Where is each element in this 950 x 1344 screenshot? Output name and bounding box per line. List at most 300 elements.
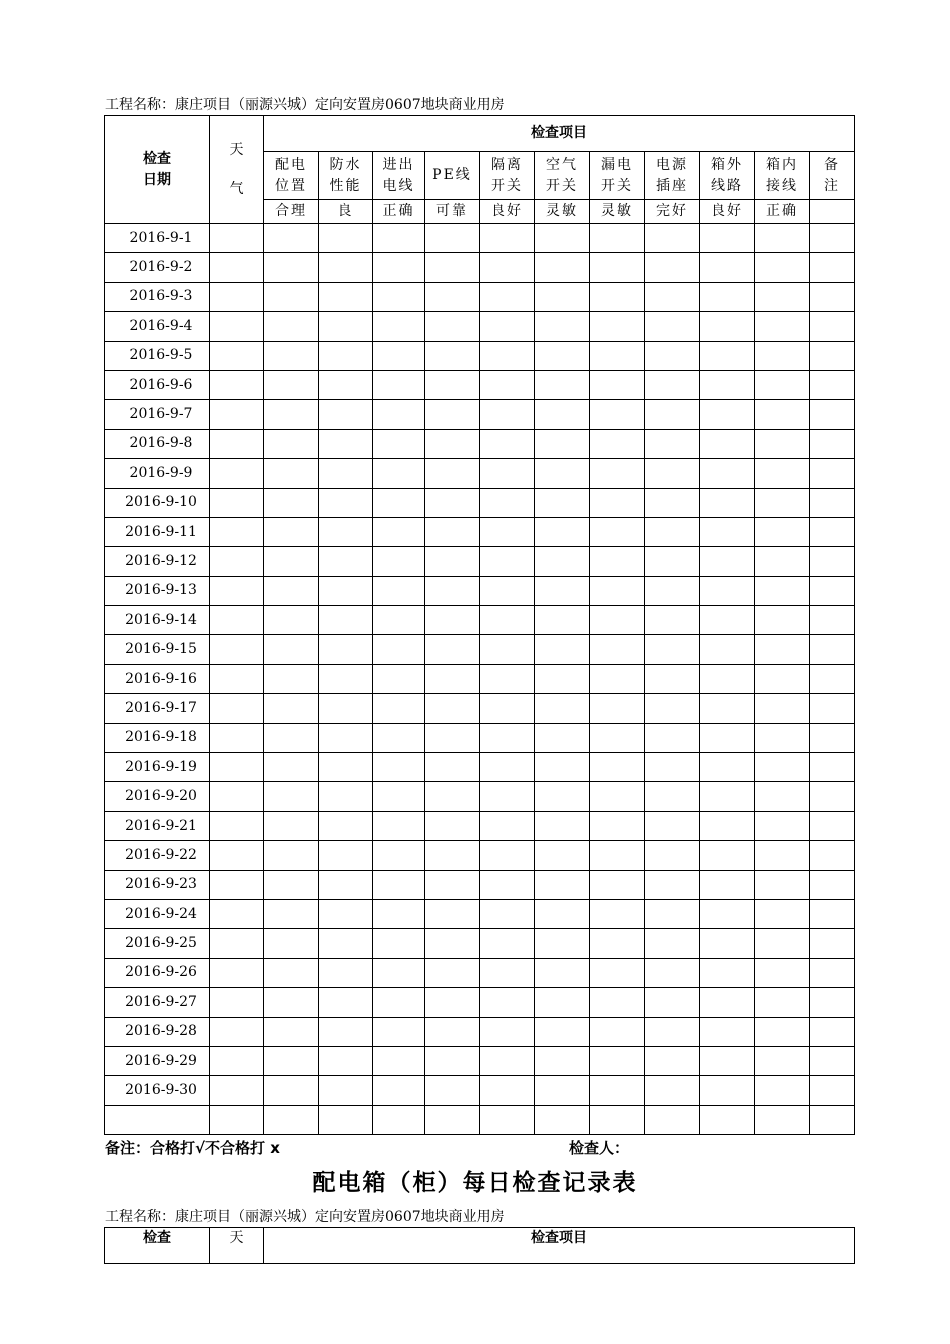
check-cell[interactable] (425, 606, 480, 635)
check-cell[interactable] (810, 282, 855, 311)
check-cell[interactable] (645, 782, 700, 811)
check-cell[interactable] (810, 459, 855, 488)
check-cell[interactable] (810, 811, 855, 840)
check-cell[interactable] (319, 253, 373, 282)
check-cell[interactable] (264, 694, 319, 723)
check-cell[interactable] (210, 1017, 264, 1046)
check-cell[interactable] (590, 841, 645, 870)
check-cell[interactable] (590, 429, 645, 458)
check-cell[interactable] (373, 723, 425, 752)
check-cell[interactable] (700, 664, 755, 693)
check-cell[interactable] (480, 1105, 535, 1134)
check-cell[interactable] (700, 958, 755, 987)
check-cell[interactable] (755, 723, 810, 752)
check-cell[interactable] (319, 370, 373, 399)
check-cell[interactable] (210, 429, 264, 458)
check-cell[interactable] (755, 870, 810, 899)
check-cell[interactable] (590, 870, 645, 899)
check-cell[interactable] (264, 606, 319, 635)
check-cell[interactable] (535, 841, 590, 870)
check-cell[interactable] (480, 1046, 535, 1075)
check-cell[interactable] (590, 370, 645, 399)
check-cell[interactable] (480, 576, 535, 605)
check-cell[interactable] (319, 517, 373, 546)
check-cell[interactable] (700, 429, 755, 458)
check-cell[interactable] (264, 723, 319, 752)
check-cell[interactable] (755, 929, 810, 958)
check-cell[interactable] (700, 841, 755, 870)
check-cell[interactable] (645, 370, 700, 399)
check-cell[interactable] (810, 694, 855, 723)
check-cell[interactable] (319, 1046, 373, 1075)
check-cell[interactable] (700, 1017, 755, 1046)
check-cell[interactable] (755, 488, 810, 517)
check-cell[interactable] (373, 1105, 425, 1134)
check-cell[interactable] (373, 282, 425, 311)
check-cell[interactable] (425, 547, 480, 576)
check-cell[interactable] (700, 811, 755, 840)
check-cell[interactable] (264, 841, 319, 870)
check-cell[interactable] (319, 635, 373, 664)
check-cell[interactable] (480, 459, 535, 488)
check-cell[interactable] (535, 1076, 590, 1105)
check-cell[interactable] (755, 282, 810, 311)
check-cell[interactable] (810, 664, 855, 693)
check-cell[interactable] (264, 1017, 319, 1046)
check-cell[interactable] (755, 459, 810, 488)
check-cell[interactable] (590, 312, 645, 341)
check-cell[interactable] (535, 870, 590, 899)
check-cell[interactable] (264, 547, 319, 576)
check-cell[interactable] (319, 282, 373, 311)
check-cell[interactable] (373, 517, 425, 546)
check-cell[interactable] (590, 899, 645, 928)
check-cell[interactable] (373, 988, 425, 1017)
check-cell[interactable] (810, 488, 855, 517)
check-cell[interactable] (480, 870, 535, 899)
check-cell[interactable] (810, 1076, 855, 1105)
check-cell[interactable] (264, 899, 319, 928)
check-cell[interactable] (210, 1076, 264, 1105)
check-cell[interactable] (480, 488, 535, 517)
check-cell[interactable] (535, 753, 590, 782)
check-cell[interactable] (645, 459, 700, 488)
check-cell[interactable] (264, 459, 319, 488)
check-cell[interactable] (425, 635, 480, 664)
check-cell[interactable] (425, 429, 480, 458)
check-cell[interactable] (264, 224, 319, 253)
check-cell[interactable] (425, 870, 480, 899)
check-cell[interactable] (319, 1076, 373, 1105)
check-cell[interactable] (645, 988, 700, 1017)
check-cell[interactable] (535, 400, 590, 429)
check-cell[interactable] (480, 753, 535, 782)
check-cell[interactable] (480, 723, 535, 752)
check-cell[interactable] (425, 988, 480, 1017)
check-cell[interactable] (264, 312, 319, 341)
check-cell[interactable] (645, 1105, 700, 1134)
check-cell[interactable] (700, 929, 755, 958)
check-cell[interactable] (590, 224, 645, 253)
check-cell[interactable] (700, 400, 755, 429)
check-cell[interactable] (210, 988, 264, 1017)
check-cell[interactable] (373, 664, 425, 693)
check-cell[interactable] (210, 723, 264, 752)
check-cell[interactable] (755, 899, 810, 928)
check-cell[interactable] (755, 1105, 810, 1134)
check-cell[interactable] (590, 1105, 645, 1134)
check-cell[interactable] (264, 282, 319, 311)
check-cell[interactable] (264, 782, 319, 811)
check-cell[interactable] (590, 547, 645, 576)
check-cell[interactable] (373, 606, 425, 635)
check-cell[interactable] (373, 224, 425, 253)
check-cell[interactable] (210, 694, 264, 723)
check-cell[interactable] (264, 370, 319, 399)
check-cell[interactable] (264, 517, 319, 546)
check-cell[interactable] (373, 782, 425, 811)
check-cell[interactable] (210, 459, 264, 488)
check-cell[interactable] (425, 782, 480, 811)
check-cell[interactable] (319, 576, 373, 605)
check-cell[interactable] (319, 488, 373, 517)
check-cell[interactable] (373, 576, 425, 605)
check-cell[interactable] (425, 282, 480, 311)
check-cell[interactable] (210, 253, 264, 282)
check-cell[interactable] (755, 224, 810, 253)
check-cell[interactable] (210, 282, 264, 311)
check-cell[interactable] (645, 870, 700, 899)
check-cell[interactable] (210, 841, 264, 870)
check-cell[interactable] (425, 723, 480, 752)
check-cell[interactable] (264, 253, 319, 282)
check-cell[interactable] (373, 488, 425, 517)
check-cell[interactable] (700, 576, 755, 605)
check-cell[interactable] (810, 870, 855, 899)
check-cell[interactable] (535, 929, 590, 958)
check-cell[interactable] (210, 664, 264, 693)
check-cell[interactable] (535, 459, 590, 488)
check-cell[interactable] (755, 782, 810, 811)
check-cell[interactable] (425, 576, 480, 605)
check-cell[interactable] (425, 341, 480, 370)
check-cell[interactable] (319, 811, 373, 840)
check-cell[interactable] (535, 1105, 590, 1134)
check-cell[interactable] (210, 341, 264, 370)
check-cell[interactable] (373, 753, 425, 782)
check-cell[interactable] (535, 488, 590, 517)
check-cell[interactable] (319, 929, 373, 958)
check-cell[interactable] (425, 312, 480, 341)
check-cell[interactable] (535, 1046, 590, 1075)
check-cell[interactable] (264, 664, 319, 693)
check-cell[interactable] (210, 753, 264, 782)
check-cell[interactable] (810, 929, 855, 958)
check-cell[interactable] (480, 694, 535, 723)
check-cell[interactable] (590, 664, 645, 693)
check-cell[interactable] (590, 459, 645, 488)
check-cell[interactable] (645, 929, 700, 958)
check-cell[interactable] (373, 459, 425, 488)
check-cell[interactable] (590, 811, 645, 840)
check-cell[interactable] (373, 958, 425, 987)
check-cell[interactable] (480, 988, 535, 1017)
check-cell[interactable] (535, 664, 590, 693)
check-cell[interactable] (210, 899, 264, 928)
check-cell[interactable] (645, 811, 700, 840)
check-cell[interactable] (645, 400, 700, 429)
check-cell[interactable] (700, 723, 755, 752)
check-cell[interactable] (373, 694, 425, 723)
check-cell[interactable] (425, 459, 480, 488)
check-cell[interactable] (319, 782, 373, 811)
check-cell[interactable] (480, 606, 535, 635)
check-cell[interactable] (645, 899, 700, 928)
check-cell[interactable] (373, 841, 425, 870)
check-cell[interactable] (210, 929, 264, 958)
check-cell[interactable] (700, 282, 755, 311)
check-cell[interactable] (755, 606, 810, 635)
check-cell[interactable] (700, 341, 755, 370)
check-cell[interactable] (755, 664, 810, 693)
check-cell[interactable] (810, 1105, 855, 1134)
check-cell[interactable] (535, 282, 590, 311)
check-cell[interactable] (425, 517, 480, 546)
check-cell[interactable] (700, 253, 755, 282)
check-cell[interactable] (373, 929, 425, 958)
check-cell[interactable] (264, 811, 319, 840)
check-cell[interactable] (210, 312, 264, 341)
check-cell[interactable] (645, 429, 700, 458)
check-cell[interactable] (700, 753, 755, 782)
check-cell[interactable] (645, 958, 700, 987)
check-cell[interactable] (645, 282, 700, 311)
check-cell[interactable] (700, 459, 755, 488)
check-cell[interactable] (535, 958, 590, 987)
check-cell[interactable] (810, 782, 855, 811)
check-cell[interactable] (319, 1105, 373, 1134)
check-cell[interactable] (810, 841, 855, 870)
check-cell[interactable] (645, 1046, 700, 1075)
check-cell[interactable] (590, 576, 645, 605)
check-cell[interactable] (319, 312, 373, 341)
check-cell[interactable] (590, 517, 645, 546)
check-cell[interactable] (210, 488, 264, 517)
check-cell[interactable] (535, 312, 590, 341)
check-cell[interactable] (755, 1017, 810, 1046)
check-cell[interactable] (264, 1105, 319, 1134)
check-cell[interactable] (590, 400, 645, 429)
check-cell[interactable] (590, 988, 645, 1017)
check-cell[interactable] (373, 811, 425, 840)
check-cell[interactable] (373, 370, 425, 399)
check-cell[interactable] (645, 224, 700, 253)
check-cell[interactable] (480, 782, 535, 811)
check-cell[interactable] (535, 899, 590, 928)
check-cell[interactable] (755, 341, 810, 370)
check-cell[interactable] (535, 811, 590, 840)
check-cell[interactable] (645, 1076, 700, 1105)
check-cell[interactable] (373, 429, 425, 458)
check-cell[interactable] (373, 635, 425, 664)
check-cell[interactable] (535, 517, 590, 546)
check-cell[interactable] (210, 811, 264, 840)
check-cell[interactable] (535, 694, 590, 723)
check-cell[interactable] (480, 429, 535, 458)
check-cell[interactable] (319, 547, 373, 576)
check-cell[interactable] (535, 606, 590, 635)
check-cell[interactable] (480, 341, 535, 370)
check-cell[interactable] (264, 1046, 319, 1075)
check-cell[interactable] (373, 899, 425, 928)
check-cell[interactable] (590, 1046, 645, 1075)
check-cell[interactable] (645, 723, 700, 752)
check-cell[interactable] (700, 694, 755, 723)
check-cell[interactable] (810, 753, 855, 782)
check-cell[interactable] (700, 1076, 755, 1105)
check-cell[interactable] (210, 576, 264, 605)
check-cell[interactable] (700, 1105, 755, 1134)
check-cell[interactable] (210, 870, 264, 899)
check-cell[interactable] (425, 694, 480, 723)
check-cell[interactable] (264, 488, 319, 517)
check-cell[interactable] (810, 1046, 855, 1075)
check-cell[interactable] (480, 929, 535, 958)
check-cell[interactable] (590, 929, 645, 958)
check-cell[interactable] (425, 1046, 480, 1075)
check-cell[interactable] (590, 694, 645, 723)
check-cell[interactable] (319, 988, 373, 1017)
check-cell[interactable] (373, 547, 425, 576)
check-cell[interactable] (700, 517, 755, 546)
check-cell[interactable] (425, 664, 480, 693)
check-cell[interactable] (810, 635, 855, 664)
check-cell[interactable] (590, 253, 645, 282)
check-cell[interactable] (264, 929, 319, 958)
check-cell[interactable] (480, 1017, 535, 1046)
check-cell[interactable] (319, 723, 373, 752)
check-cell[interactable] (319, 1017, 373, 1046)
check-cell[interactable] (264, 870, 319, 899)
check-cell[interactable] (264, 341, 319, 370)
check-cell[interactable] (480, 547, 535, 576)
check-cell[interactable] (425, 929, 480, 958)
check-cell[interactable] (319, 341, 373, 370)
check-cell[interactable] (535, 988, 590, 1017)
check-cell[interactable] (425, 1017, 480, 1046)
check-cell[interactable] (700, 870, 755, 899)
check-cell[interactable] (480, 253, 535, 282)
check-cell[interactable] (373, 400, 425, 429)
check-cell[interactable] (535, 253, 590, 282)
check-cell[interactable] (535, 370, 590, 399)
check-cell[interactable] (645, 753, 700, 782)
check-cell[interactable] (535, 782, 590, 811)
check-cell[interactable] (645, 635, 700, 664)
check-cell[interactable] (480, 517, 535, 546)
check-cell[interactable] (210, 1105, 264, 1134)
check-cell[interactable] (319, 899, 373, 928)
check-cell[interactable] (810, 606, 855, 635)
check-cell[interactable] (810, 988, 855, 1017)
check-cell[interactable] (810, 547, 855, 576)
check-cell[interactable] (264, 1076, 319, 1105)
check-cell[interactable] (700, 488, 755, 517)
check-cell[interactable] (210, 635, 264, 664)
check-cell[interactable] (425, 899, 480, 928)
check-cell[interactable] (425, 1105, 480, 1134)
check-cell[interactable] (755, 988, 810, 1017)
check-cell[interactable] (645, 664, 700, 693)
check-cell[interactable] (425, 811, 480, 840)
check-cell[interactable] (590, 1017, 645, 1046)
check-cell[interactable] (535, 224, 590, 253)
check-cell[interactable] (319, 870, 373, 899)
check-cell[interactable] (810, 400, 855, 429)
check-cell[interactable] (645, 1017, 700, 1046)
check-cell[interactable] (319, 400, 373, 429)
check-cell[interactable] (755, 429, 810, 458)
check-cell[interactable] (480, 958, 535, 987)
check-cell[interactable] (425, 400, 480, 429)
check-cell[interactable] (755, 576, 810, 605)
check-cell[interactable] (810, 312, 855, 341)
check-cell[interactable] (645, 841, 700, 870)
check-cell[interactable] (700, 606, 755, 635)
check-cell[interactable] (319, 606, 373, 635)
check-cell[interactable] (425, 841, 480, 870)
check-cell[interactable] (755, 958, 810, 987)
check-cell[interactable] (755, 312, 810, 341)
check-cell[interactable] (480, 635, 535, 664)
check-cell[interactable] (810, 576, 855, 605)
check-cell[interactable] (755, 370, 810, 399)
check-cell[interactable] (425, 370, 480, 399)
check-cell[interactable] (700, 370, 755, 399)
check-cell[interactable] (645, 547, 700, 576)
check-cell[interactable] (480, 841, 535, 870)
check-cell[interactable] (480, 811, 535, 840)
check-cell[interactable] (264, 988, 319, 1017)
check-cell[interactable] (645, 694, 700, 723)
check-cell[interactable] (535, 635, 590, 664)
check-cell[interactable] (480, 370, 535, 399)
check-cell[interactable] (810, 429, 855, 458)
check-cell[interactable] (700, 899, 755, 928)
check-cell[interactable] (425, 1076, 480, 1105)
check-cell[interactable] (425, 488, 480, 517)
check-cell[interactable] (210, 400, 264, 429)
check-cell[interactable] (373, 341, 425, 370)
check-cell[interactable] (755, 811, 810, 840)
check-cell[interactable] (645, 341, 700, 370)
check-cell[interactable] (210, 958, 264, 987)
check-cell[interactable] (590, 488, 645, 517)
check-cell[interactable] (264, 400, 319, 429)
check-cell[interactable] (535, 547, 590, 576)
check-cell[interactable] (810, 517, 855, 546)
check-cell[interactable] (210, 1046, 264, 1075)
check-cell[interactable] (373, 1017, 425, 1046)
check-cell[interactable] (700, 224, 755, 253)
check-cell[interactable] (480, 664, 535, 693)
check-cell[interactable] (590, 723, 645, 752)
check-cell[interactable] (264, 635, 319, 664)
check-cell[interactable] (425, 958, 480, 987)
check-cell[interactable] (755, 517, 810, 546)
check-cell[interactable] (645, 517, 700, 546)
check-cell[interactable] (700, 1046, 755, 1075)
